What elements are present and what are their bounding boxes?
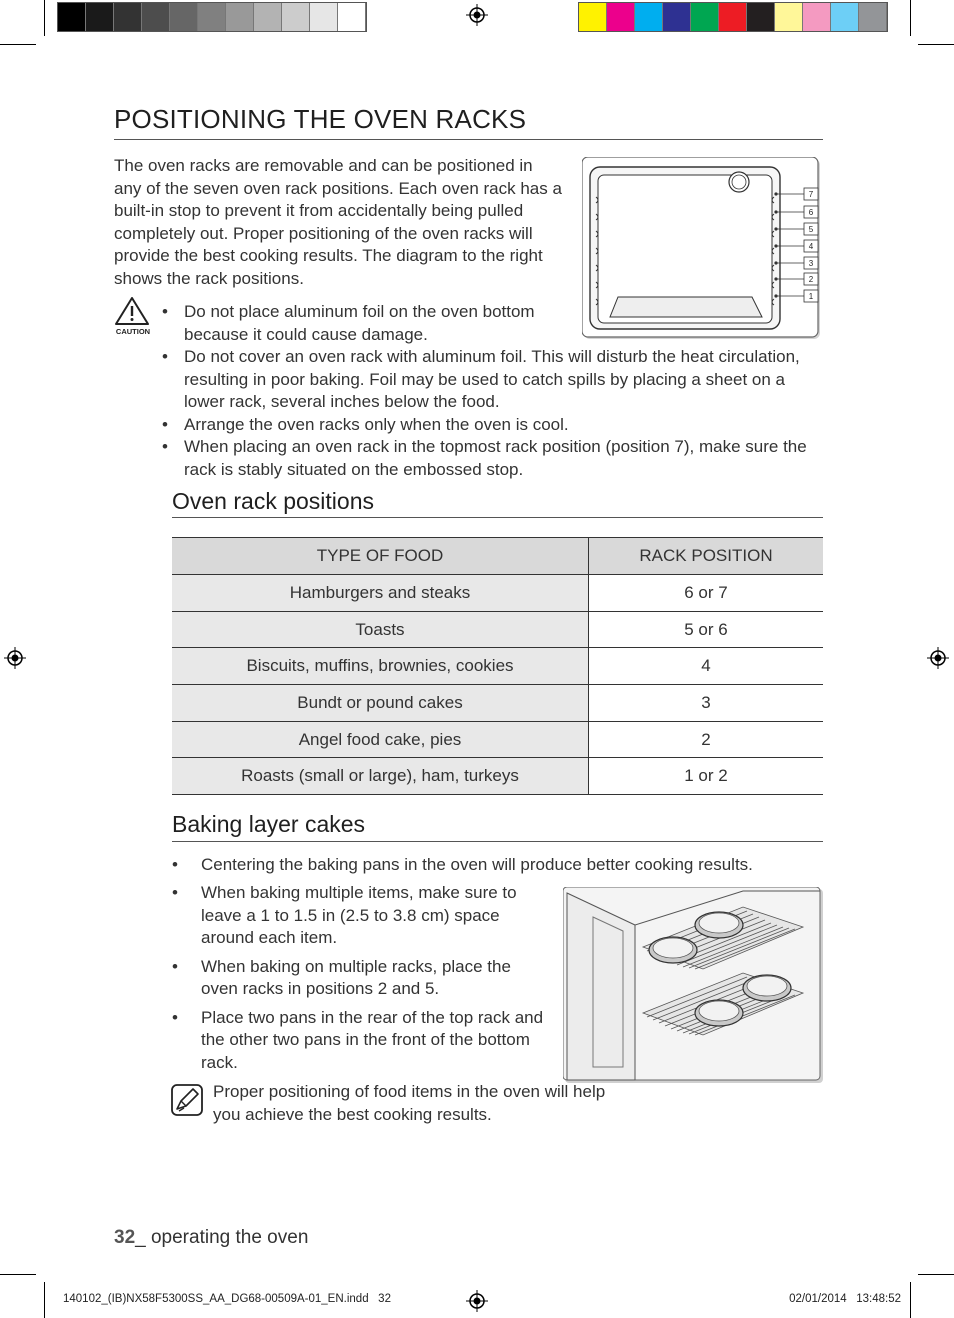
crop-mark	[910, 0, 911, 36]
registration-mark-icon	[466, 4, 488, 26]
section-heading-baking-layer-cakes: Baking layer cakes	[172, 811, 366, 837]
color-swatch	[86, 3, 114, 31]
color-swatch	[170, 3, 198, 31]
caution-item: • When placing an oven rack in the topmost rack position (position 7), make sure the rack is stably situated on the embossed stop.	[162, 436, 822, 481]
crop-mark	[918, 1274, 954, 1275]
food-cell: Hamburgers and steaks	[172, 575, 589, 612]
food-cell: Biscuits, muffins, brownies, cookies	[172, 648, 589, 685]
section-heading-rack-positions: Oven rack positions	[172, 488, 374, 514]
table-row	[172, 721, 823, 758]
baking-item: • Place two pans in the rear of the top rack and the other two pans in the front of the bottom rack.	[172, 1007, 544, 1075]
caution-item: • Do not cover an oven rack with aluminum foil. This will disturb the heat circulation, resulting in poor baking. Foil may be used to catch spills by placing a sheet on a lower rack, several inches below the food.	[162, 346, 822, 414]
crop-mark	[0, 1274, 36, 1275]
oven-rack-diagram	[582, 157, 822, 341]
rack-number-label: 7	[808, 190, 814, 199]
caution-list	[162, 346, 822, 481]
color-swatch	[803, 3, 831, 31]
table-row	[172, 575, 823, 612]
color-swatch	[607, 3, 635, 31]
intro-paragraph: The oven racks are removable and can be positioned in any of the seven oven rack positions. Each oven rack has a built-in stop to prevent it from accidentally being pulled completely out. Proper positioning of the oven racks will provide the best cooking results. The diagram to the right shows the rack positions.	[114, 156, 562, 288]
baking-list	[172, 882, 544, 1080]
table-row	[172, 611, 823, 648]
food-cell: Bundt or pound cakes	[172, 685, 589, 722]
color-swatch	[226, 3, 254, 31]
position-cell: 5 or 6	[589, 611, 824, 648]
print-slug-file: 140102_(IB)NX58F5300SS_AA_DG68-00509A-01_EN.indd 32	[63, 1293, 391, 1305]
table-row	[172, 648, 823, 685]
position-cell: 4	[589, 648, 824, 685]
color-swatch	[831, 3, 859, 31]
rack-number-label: 2	[808, 275, 814, 284]
crop-mark	[44, 0, 45, 36]
table-header-row	[172, 538, 823, 575]
rack-number-label: 6	[808, 208, 814, 217]
rack-positions-table	[172, 537, 823, 795]
registration-mark-icon	[4, 647, 26, 669]
section-rule	[172, 517, 823, 518]
rack-number-label: 1	[808, 292, 814, 301]
color-swatch	[579, 3, 607, 31]
baking-list	[172, 854, 812, 883]
crop-mark	[910, 1282, 911, 1318]
gray-color-bar	[57, 2, 367, 32]
color-swatch	[310, 3, 338, 31]
color-swatch	[114, 3, 142, 31]
oven-pans-illustration	[563, 887, 823, 1083]
position-cell: 1 or 2	[589, 758, 824, 795]
color-swatch	[775, 3, 803, 31]
color-swatch	[142, 3, 170, 31]
color-swatch	[859, 3, 887, 31]
table-row	[172, 685, 823, 722]
table-row	[172, 758, 823, 795]
section-rule	[172, 841, 823, 842]
color-swatch	[719, 3, 747, 31]
color-swatch	[58, 3, 86, 31]
page-footer	[114, 1227, 308, 1249]
rack-number-label: 5	[808, 225, 814, 234]
position-cell: 6 or 7	[589, 575, 824, 612]
crop-mark	[0, 44, 36, 45]
crop-mark	[918, 44, 954, 45]
color-swatch	[338, 3, 366, 31]
baking-item: • When baking on multiple racks, place the oven racks in positions 2 and 5.	[172, 956, 544, 1001]
color-swatch	[635, 3, 663, 31]
column-header: RACK POSITION	[589, 538, 824, 575]
note-icon	[171, 1084, 203, 1116]
rack-number-label: 3	[808, 259, 814, 268]
registration-mark-icon	[466, 1290, 488, 1312]
process-color-bar	[578, 2, 888, 32]
baking-item: • Centering the baking pans in the oven will produce better cooking results.	[172, 854, 812, 877]
page-number: 32	[114, 1227, 136, 1248]
color-swatch	[747, 3, 775, 31]
color-swatch	[254, 3, 282, 31]
caution-item: • Do not place aluminum foil on the oven bottom because it could cause damage.	[162, 301, 557, 346]
note-sentence: Proper positioning of food items in the oven will help you achieve the best cooking results.	[213, 1082, 606, 1124]
caution-item: • Arrange the oven racks only when the oven is cool.	[162, 414, 822, 437]
rack-number-label: 4	[808, 242, 814, 251]
baking-item: • When baking multiple items, make sure to leave a 1 to 1.5 in (2.5 to 3.8 cm) space around each item.	[172, 882, 544, 950]
food-cell: Angel food cake, pies	[172, 721, 589, 758]
color-swatch	[663, 3, 691, 31]
registration-mark-icon	[927, 647, 949, 669]
caution-label: CAUTION	[115, 327, 151, 336]
color-swatch	[282, 3, 310, 31]
column-header: TYPE OF FOOD	[172, 538, 589, 575]
crop-mark	[44, 1282, 45, 1318]
position-cell: 2	[589, 721, 824, 758]
note-text	[213, 1081, 606, 1126]
title-rule	[114, 139, 823, 140]
position-cell: 3	[589, 685, 824, 722]
print-slug-date: 02/01/2014 13:48:52	[789, 1293, 901, 1305]
page-title: POSITIONING THE OVEN RACKS	[114, 104, 527, 134]
caution-icon	[112, 296, 156, 336]
color-swatch	[691, 3, 719, 31]
caution-list	[162, 301, 557, 346]
food-cell: Toasts	[172, 611, 589, 648]
color-swatch	[198, 3, 226, 31]
food-cell: Roasts (small or large), ham, turkeys	[172, 758, 589, 795]
section-name: _ operating the oven	[135, 1227, 309, 1248]
